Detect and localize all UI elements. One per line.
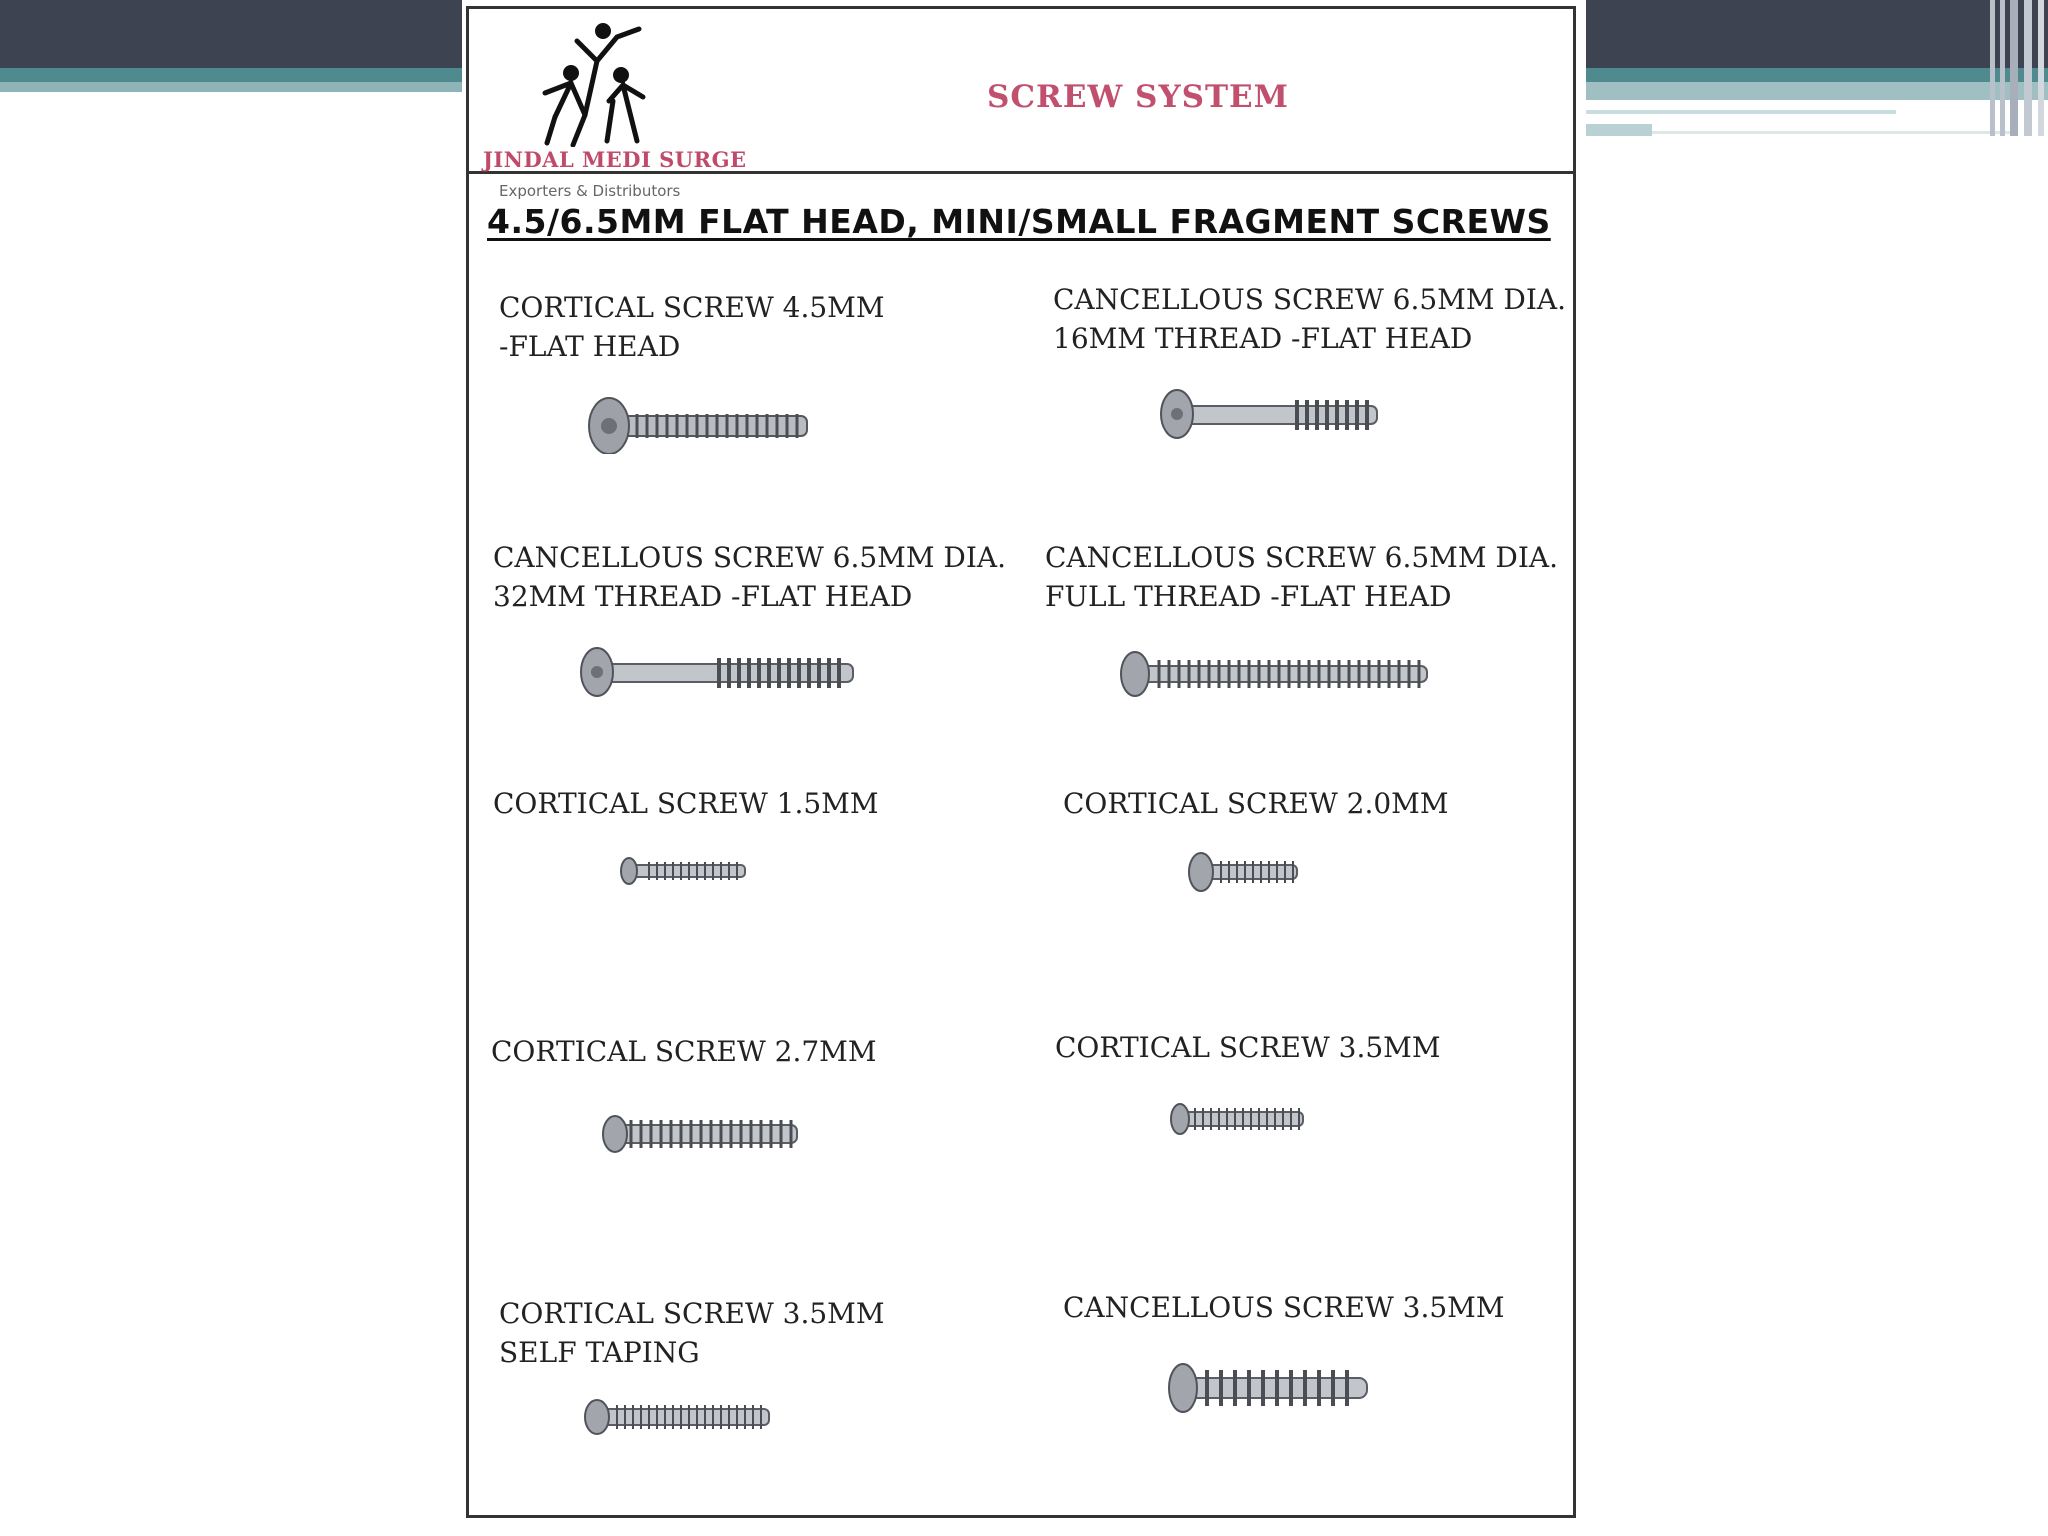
slide-line-right-2: [1586, 124, 1652, 136]
slide-stripe-4: [2024, 0, 2032, 136]
partial-thread-screw-icon: [1157, 388, 1383, 440]
item-label-cancellous-6-5-16: CANCELLOUS SCREW 6.5MM DIA. 16MM THREAD -FLAT HEAD: [1053, 283, 1567, 355]
self-tapping-screw-icon: [583, 1398, 773, 1436]
cancellous-screw-icon: [1167, 1362, 1371, 1414]
item-label-cortical-3-5: CORTICAL SCREW 3.5MM: [1055, 1031, 1441, 1064]
item-label-cortical-2-0: CORTICAL SCREW 2.0MM: [1063, 787, 1449, 820]
item-label-cortical-4-5: CORTICAL SCREW 4.5MM -FLAT HEAD: [499, 291, 885, 363]
mini-screw-icon: [619, 856, 749, 886]
slide-stripe-1: [1990, 0, 1995, 136]
item-label-cortical-1-5: CORTICAL SCREW 1.5MM: [493, 787, 879, 820]
slide-teal-band-left: [0, 68, 462, 82]
catalog-header: [466, 6, 1576, 174]
slide-stripe-3: [2010, 0, 2018, 136]
company-tagline: Exporters & Distributors: [499, 182, 681, 200]
system-title: SCREW SYSTEM: [987, 79, 1289, 115]
cortical-screw-icon: [1169, 1102, 1307, 1136]
item-label-cortical-2-7: CORTICAL SCREW 2.7MM: [491, 1035, 877, 1068]
slide-line-right-1: [1586, 110, 1896, 114]
full-thread-screw-icon: [1119, 650, 1433, 698]
partial-thread-screw-icon: [579, 646, 859, 698]
company-logo-icon: [489, 17, 729, 147]
slide-pale-band-right: [1586, 82, 2048, 100]
document-heading: 4.5/6.5MM FLAT HEAD, MINI/SMALL FRAGMENT SCREWS: [487, 202, 1551, 241]
slide-pale-band-left: [0, 82, 462, 92]
catalog-sheet: [466, 6, 1576, 1518]
item-label-cortical-3-5-self-taping: CORTICAL SCREW 3.5MM SELF TAPING: [499, 1297, 885, 1369]
slide-stripe-5: [2038, 0, 2044, 136]
company-name: JINDAL MEDI SURGE: [483, 147, 747, 172]
item-label-cancellous-6-5-full: CANCELLOUS SCREW 6.5MM DIA. FULL THREAD -FLAT HEAD: [1045, 541, 1559, 613]
slide-top-band-right: [1586, 0, 2048, 68]
slide-stripe-2: [2000, 0, 2005, 136]
item-label-cancellous-3-5: CANCELLOUS SCREW 3.5MM: [1063, 1291, 1505, 1324]
item-label-cancellous-6-5-32: CANCELLOUS SCREW 6.5MM DIA. 32MM THREAD -FLAT HEAD: [493, 541, 1007, 613]
slide-teal-band-right: [1586, 68, 2048, 82]
slide-line-right-3: [1652, 131, 2012, 134]
flat-head-screw-icon: [587, 394, 813, 454]
mini-screw-icon: [1187, 852, 1301, 892]
cortical-screw-icon: [601, 1114, 801, 1154]
slide-top-band-left: [0, 0, 462, 68]
